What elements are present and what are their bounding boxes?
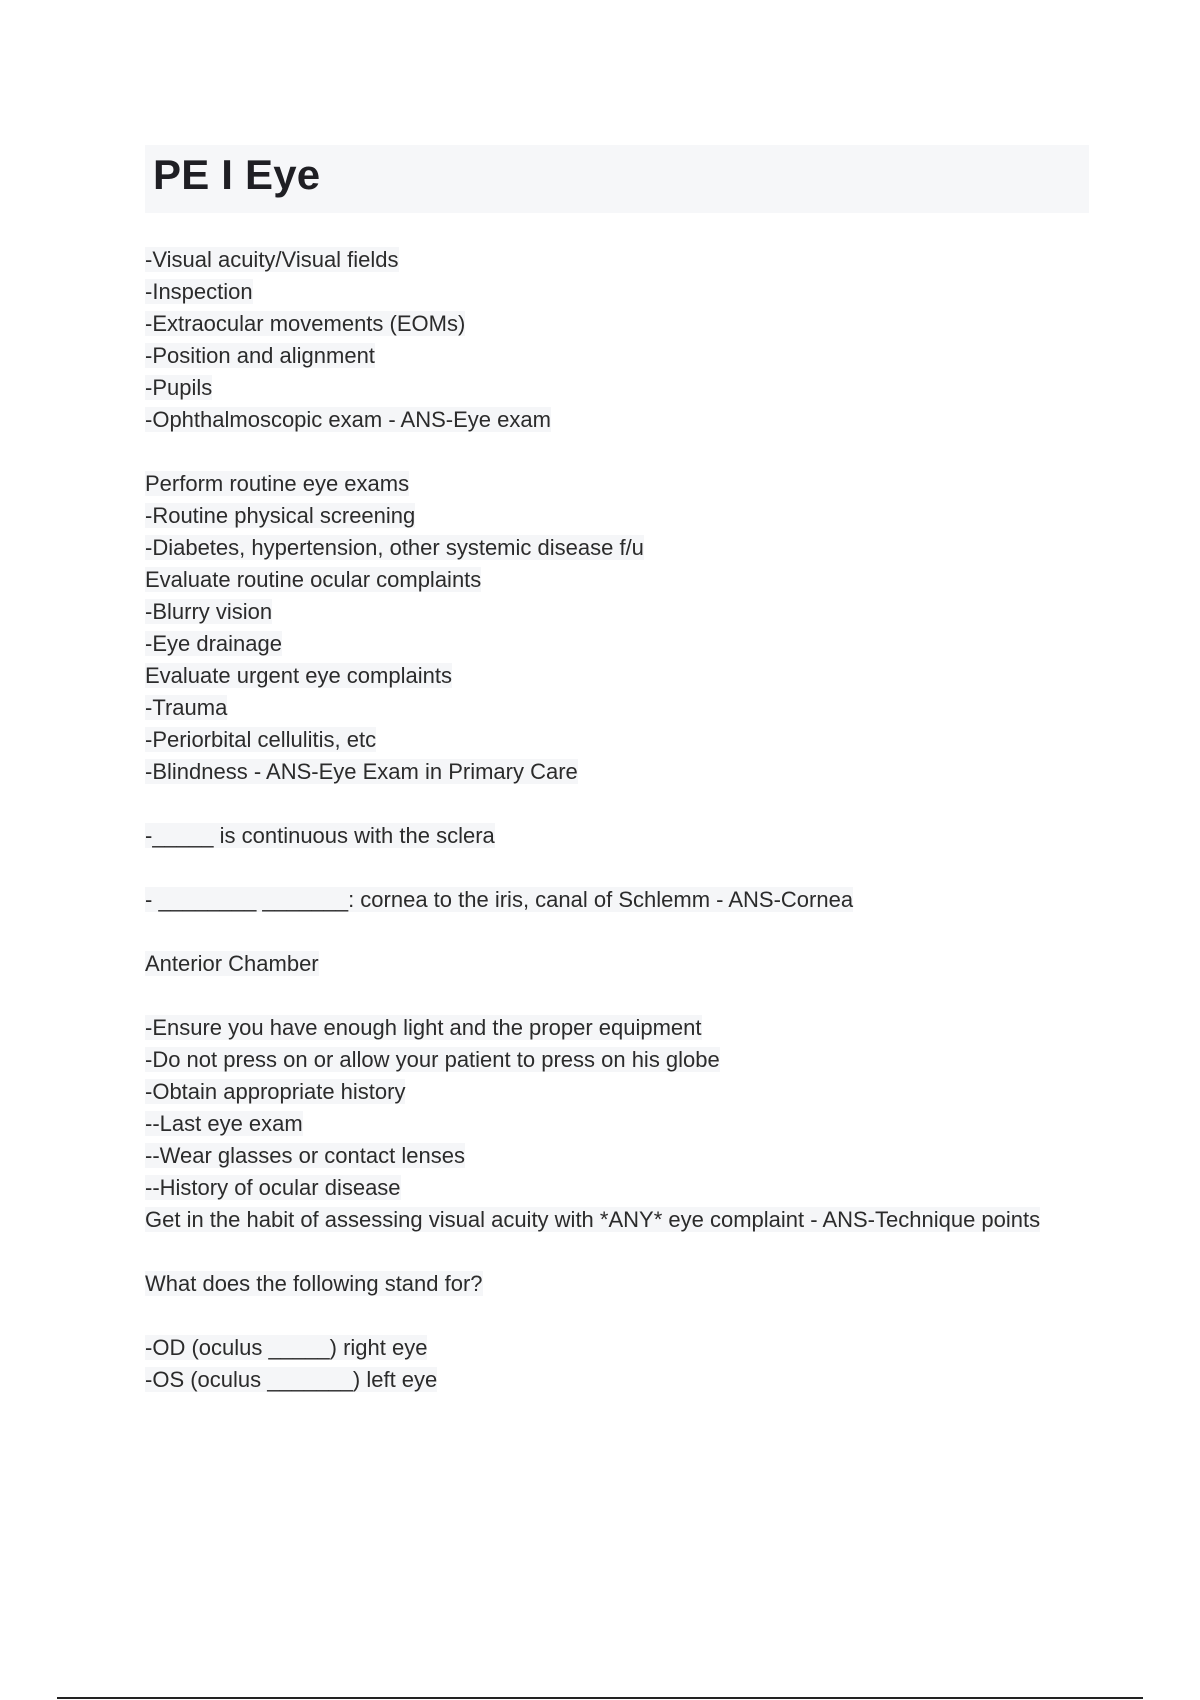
text-line: Evaluate routine ocular complaints (145, 567, 482, 592)
text-line: --History of ocular disease (145, 1175, 401, 1200)
paragraph-gap (145, 1236, 1085, 1268)
text-line: -Position and alignment (145, 343, 375, 368)
text-line: Perform routine eye exams (145, 471, 410, 496)
text-line: -Trauma (145, 695, 228, 720)
paragraph-gap (145, 1300, 1085, 1332)
text-line: -Obtain appropriate history (145, 1079, 406, 1104)
text-line: -Ophthalmoscopic exam - ANS-Eye exam (145, 407, 551, 432)
text-line: -Extraocular movements (EOMs) (145, 311, 466, 336)
text-line: -Pupils (145, 375, 213, 400)
text-line: -Blurry vision (145, 599, 273, 624)
paragraph-gap (145, 852, 1085, 884)
text-line: -Ensure you have enough light and the proper equipment (145, 1015, 702, 1040)
text-line: -Routine physical screening (145, 503, 416, 528)
text-line: Evaluate urgent eye complaints (145, 663, 452, 688)
text-line: -Diabetes, hypertension, other systemic disease f/u (145, 535, 644, 560)
document-content (145, 244, 1085, 1396)
paragraph-gap (145, 980, 1085, 1012)
paragraph-gap (145, 788, 1085, 820)
paragraph-gap (145, 436, 1085, 468)
text-line: --Wear glasses or contact lenses (145, 1143, 465, 1168)
text-line: -Eye drainage (145, 631, 282, 656)
text-line: --Last eye exam (145, 1111, 303, 1136)
text-line: -Inspection (145, 279, 253, 304)
text-line: -OD (oculus _____) right eye (145, 1335, 428, 1360)
text-line: -OS (oculus _______) left eye (145, 1367, 438, 1392)
text-line: -Blindness - ANS-Eye Exam in Primary Care (145, 759, 578, 784)
title-bar (145, 145, 1089, 213)
footer-divider (57, 1697, 1143, 1699)
text-line: -Periorbital cellulitis, etc (145, 727, 377, 752)
text-line: Get in the habit of assessing visual acuity with *ANY* eye complaint - ANS-Technique points (145, 1207, 1041, 1232)
text-line: Anterior Chamber (145, 951, 319, 976)
text-line: What does the following stand for? (145, 1271, 483, 1296)
paragraph-gap (145, 916, 1085, 948)
text-line: - ________ _______: cornea to the iris, canal of Schlemm - ANS-Cornea (145, 887, 854, 912)
text-line: -Do not press on or allow your patient to press on his globe (145, 1047, 720, 1072)
text-line: -Visual acuity/Visual fields (145, 247, 399, 272)
page-title: PE I Eye (153, 151, 321, 198)
text-line: -_____ is continuous with the sclera (145, 823, 495, 848)
